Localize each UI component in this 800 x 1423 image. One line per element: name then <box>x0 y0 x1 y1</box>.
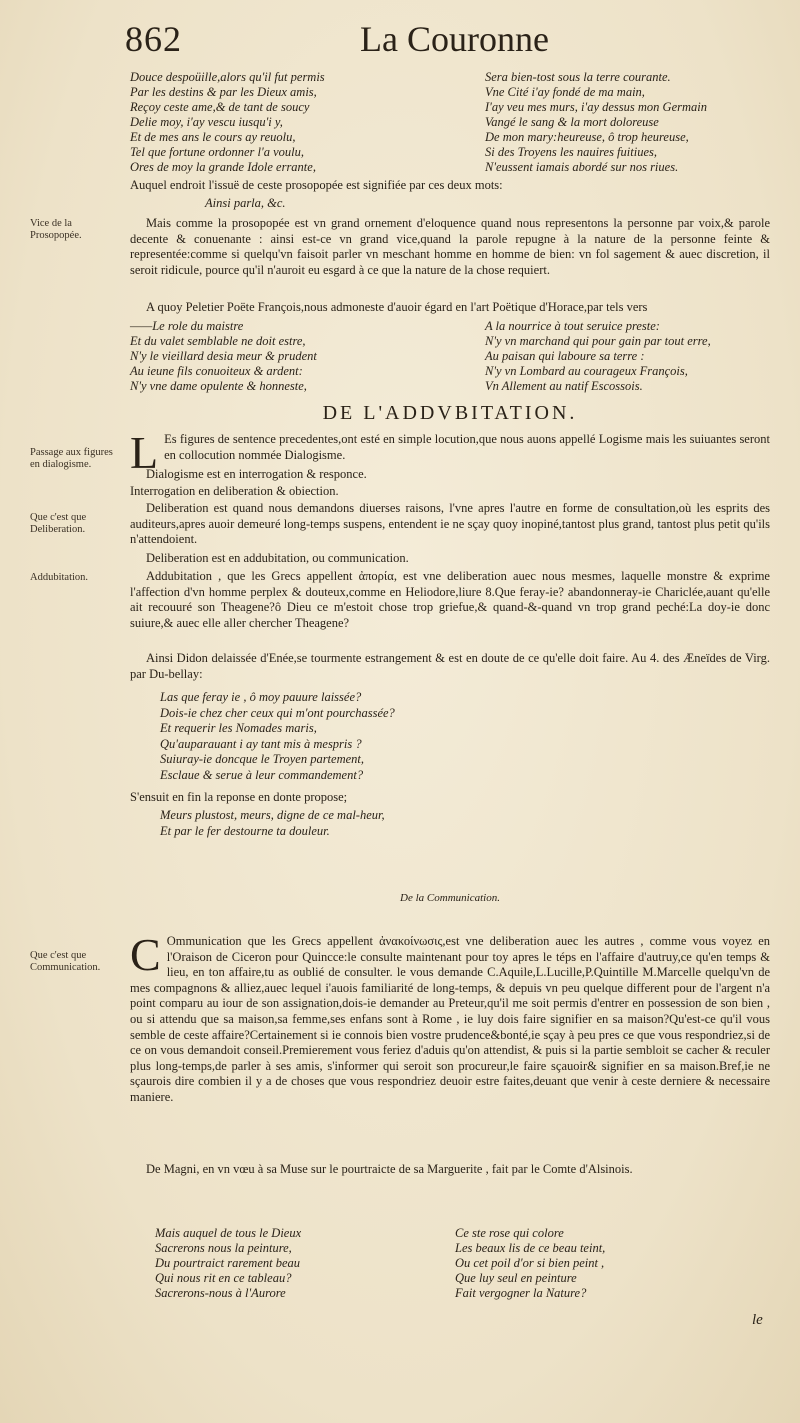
verse-line: ——Le role du maistre <box>130 319 244 333</box>
paragraph-text: Deliberation est quand nous demandons diuerses raisons, l'vne apres l'autre en forme de consultation,où les esprits des auditeurs,apres auoir demeuré long-temps suspens, entendent ie ne sçay quoy inopiné,tantost plus grand, tantost plus petit qu'ils n'attendoient. <box>130 501 770 547</box>
paragraph-addubitation <box>130 569 770 631</box>
subhead-communication: De la Communication. <box>400 892 500 904</box>
verse-bottom <box>155 1226 795 1306</box>
paragraph-text: Mais comme la prosopopée est vn grand ornement d'eloquence quand nous representons la personne par voix,& parole decente & conuenante : ainsi est-ce vn grand vice,quand la parole repugne à la nature de la personne feinte & representée:comme si quelqu'vn faisoit parler vn meschant homme en homme de bien: vn fol sagement & auec discretion, il seroit ridicule, pource qu'il n'auroit eu esgard à ce que la nature de la chose requiert. <box>130 216 770 277</box>
paragraph-magni <box>130 1162 770 1178</box>
verse-line: N'y vne dame opulente & honneste, <box>130 379 307 393</box>
page-number: 862 <box>125 19 182 59</box>
verse-line: Delie moy, i'ay vescu iusqu'i y, <box>130 115 283 129</box>
verse-top <box>130 70 770 180</box>
paragraph-text: Deliberation est en addubitation, ou communication. <box>146 551 409 565</box>
verse-line: Las que feray ie , ô moy pauure laissée? <box>160 690 362 704</box>
verse-line: Et de mes ans le cours ay reuolu, <box>130 130 296 144</box>
paragraph-didon <box>130 651 770 682</box>
drop-cap: L <box>130 427 159 478</box>
paragraph-text: Es figures de sentence precedentes,ont esté en simple locution,que nous auons appellé Logisme mais les suiuantes seront en collocution nommée Dialogisme. <box>164 432 770 462</box>
paragraph-text: A quoy Peletier Poëte François,nous admoneste d'auoir égard en l'art Poëtique d'Horace,par tels vers <box>146 300 648 314</box>
verse-mid <box>130 319 770 399</box>
ainsi-parla <box>205 196 765 212</box>
verse-line: Au paisan qui laboure sa terre : <box>485 349 645 363</box>
verse-line: Qui nous rit en ce tableau? <box>155 1271 292 1285</box>
verse-line: Et requerir les Nomades maris, <box>160 721 317 736</box>
verse-top-right <box>485 70 770 175</box>
verse-line: A la nourrice à tout seruice preste: <box>485 319 660 333</box>
verse-line: Qu'auparauant i ay tant mis à mespris ? <box>160 736 362 751</box>
verse-line: Reçoy ceste ame,& de tant de soucy <box>130 100 310 114</box>
paragraph-peletier <box>130 300 770 316</box>
paragraph-text: De Magni, en vn vœu à sa Muse sur le pourtraicte de sa Marguerite , fait par le Comte d'Alsinois. <box>146 1162 633 1176</box>
verse-line: N'y vn marchand qui pour gain par tout erre, <box>485 334 711 348</box>
margin-note-addubitation: Addubitation. <box>30 572 89 583</box>
margin-note-communication: Que c'est que Communication. <box>30 950 101 973</box>
paragraph-text: Auquel endroit l'issuë de ceste prosopopée est signifiée par ces deux mots: <box>130 178 503 192</box>
paragraph-auquel <box>130 178 770 194</box>
paragraph-sensuit <box>130 790 770 806</box>
verse-line: Meurs plustost, meurs, digne de ce mal-heur, <box>160 808 385 822</box>
paragraph-text: Dialogisme est en interrogation & responce. <box>146 467 367 481</box>
verse-line: Et du valet semblable ne doit estre, <box>130 334 306 348</box>
verse-line: Mais auquel de tous le Dieux <box>155 1226 302 1240</box>
verse-meurs <box>160 808 720 839</box>
verse-line: Que luy seul en peinture <box>455 1271 577 1285</box>
verse-bottom-right <box>455 1226 755 1301</box>
verse-line: Vangé le sang & la mort doloreuse <box>485 115 659 129</box>
paragraph-text: Addubitation , que les Grecs appellent ἀπορία, est vne deliberation auec nous mesmes, laquelle monstre & exprime l'affection d'vn homme perplex & douteux,comme en Heliodore,liure 8.Que feray-ie? abandonneray-ie Chariclée,auant qu'elle ait recouuré son Theagene?ô Dieu ce m'estoit chose trop griefue,& quand-&-quand vn trop grand peché:La doy-ie donc suiure,& auec elle aller chercher Theagene? <box>130 569 770 630</box>
verse-line: Sacrerons-nous à l'Aurore <box>155 1286 286 1300</box>
section-title: DE L'ADDVBITATION. <box>322 402 578 424</box>
verse-line: Suiuray-ie doncque le Troyen partement, <box>160 752 365 767</box>
verse-line: I'ay veu mes murs, i'ay dessus mon Germain <box>485 100 707 114</box>
paragraph-text: Ommunication que les Grecs appellent ἀνακοίνωσις,est vne deliberation auec les autres , comme vous voyez en l'Oraison de Ciceron pour Quincce:le consulte maintenant pour toy apres le téps en l'affaire d'autruy,ce qu'en temps & lieu, en ton affaire,tu as oublié de consulter. le vous demande C.Aquile,L.Lucille,P.Quintille M.Marcelle quelqu'vn de mes compagnons & alliez,auec lequel i'auois familiarité de long-temps, & depuis vn peu quelque different pour de l'argent n'a point comparu au iour de son assignation,dois-ie demander au Preteur,qu'il me soit permis d'entrer en possession de son bien , ou si attendu que sa maison,sa femme,ses enfans sont à Rome , ie luy dois faire signifier en sa maison?Qu'est-ce qu'il vous semble de ceste affaire?Certainement si ie connois bien vostre prudence&bonté,ie sçay à peu pres ce que vous respondriez,si de ce on vous demandoit conseil.Premierement vous feriez d'aduis qu'on attendist, & puis si la partie sembloit se cacher & reculer plus long-temps,de parler à ses amis, s'informer qui seroit son procureur,le faire sçauoir& signifier en sa maison.Bref,ie ne sçaurois dire combien il y a de choses que vous respondriez deuoir estre faites,deuant que venir à ceste derniere & necessaire maniere. <box>130 934 770 1104</box>
paragraph-communication <box>130 929 770 1106</box>
verse-line: N'eussent iamais abordé sur nos riues. <box>485 160 679 174</box>
verse-line: Sacrerons nous la peinture, <box>155 1241 292 1255</box>
verse-line: De mon mary:heureuse, ô trop heureuse, <box>485 130 689 144</box>
paragraph-deliberation-2 <box>130 551 770 567</box>
paragraph-dialogisme <box>130 467 770 483</box>
margin-note-prosopopee: Vice de la Prosopopée. <box>30 218 82 241</box>
verse-bottom-left <box>155 1226 455 1301</box>
verse-line: Ainsi parla, &c. <box>205 196 286 210</box>
drop-cap: C <box>130 929 161 980</box>
verse-line: Tel que fortune ordonner l'a voulu, <box>130 145 304 159</box>
verse-line: Fait vergogner la Nature? <box>455 1286 587 1300</box>
verse-mid-right <box>485 319 770 394</box>
verse-line: Ce ste rose qui colore <box>455 1226 564 1240</box>
verse-line: Si des Troyens les nauires fuitiues, <box>485 145 657 159</box>
verse-line: Douce despoüille,alors qu'il fut permis <box>130 70 325 84</box>
verse-mid-left <box>130 319 480 394</box>
verse-line: N'y vn Lombard au courageux François, <box>485 364 688 378</box>
verse-line: Les beaux lis de ce beau teint, <box>455 1241 606 1255</box>
paragraph-deliberation <box>130 501 770 548</box>
verse-line: Esclaue & serue à leur commandement? <box>160 767 364 782</box>
verse-line: Du pourtraict rarement beau <box>155 1256 301 1270</box>
verse-line: Par les destins & par les Dieux amis, <box>130 85 317 99</box>
verse-didon <box>160 690 720 784</box>
verse-line: N'y le vieillard desia meur & prudent <box>130 349 317 363</box>
verse-line: Ou cet poil d'or si bien peint , <box>455 1256 605 1270</box>
verse-line: Ores de moy la grande Idole errante, <box>130 160 316 174</box>
page-header <box>125 18 765 66</box>
running-title: La Couronne <box>360 19 549 59</box>
verse-line: Dois-ie chez cher ceux qui m'ont pourchassée? <box>160 705 395 720</box>
paragraph-interrogation <box>130 484 770 500</box>
verse-line: Au ieune fils conuoiteux & ardent: <box>130 364 303 378</box>
verse-top-left <box>130 70 480 175</box>
verse-line: Vn Allement au natif Escossois. <box>485 379 643 393</box>
paragraph-text: Interrogation en deliberation & obiection. <box>130 484 339 498</box>
verse-line: Sera bien-tost sous la terre courante. <box>485 70 671 84</box>
paragraph-text: S'ensuit en fin la reponse en donte propose; <box>130 790 348 804</box>
verse-line: Vne Cité i'ay fondé de ma main, <box>485 85 645 99</box>
paragraph-prosopopee <box>130 216 770 278</box>
margin-note-passage: Passage aux figures en dialogisme. <box>30 447 113 470</box>
margin-note-deliberation: Que c'est que Deliberation. <box>30 512 87 535</box>
catchword: le <box>752 1312 763 1328</box>
paragraph-text: Ainsi Didon delaissée d'Enée,se tourmente estrangement & est en doute de ce qu'elle doit faire. Au 4. des Æneïdes de Virg. par Du-bellay: <box>130 651 770 681</box>
verse-line: Et par le fer destourne ta douleur. <box>160 823 330 838</box>
